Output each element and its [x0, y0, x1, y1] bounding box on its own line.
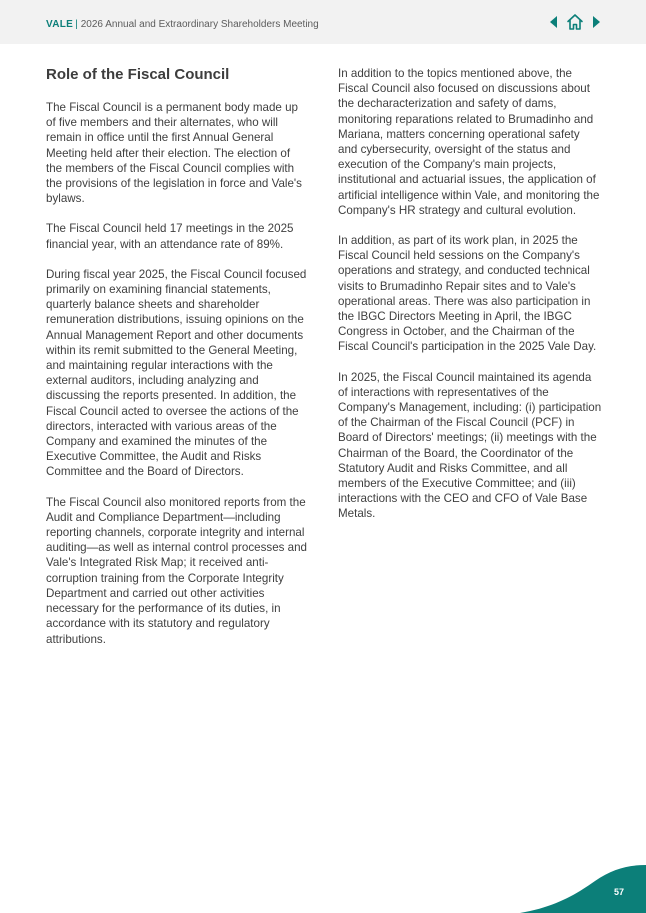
section-title: Role of the Fiscal Council [46, 66, 230, 83]
paragraph-composition: The Fiscal Council is a permanent body made up of five members and their alternates, who will remain in office until the first Annual General Meeting held after their election. The election of the members of the Fiscal Council complies with the provisions of the legislation in force and Vale's bylaws. [46, 101, 302, 206]
header-brand [46, 19, 319, 31]
paragraph-work-plan: In addition, as part of its work plan, in 2025 the Fiscal Council held sessions on the Company's operations and strategy, and conducted technical visits to Brumadinho Repair sites and to Vale's operational areas. There was also participation in the IBGC Directors Meeting in April, the IBGC Congress in October, and the Chairman of the Fiscal Council's participation in the 2025 Vale Day. [338, 234, 597, 354]
paragraph-meetings: The Fiscal Council held 17 meetings in the 2025 financial year, with an attendance rate of 89%. [46, 222, 294, 251]
home-icon[interactable] [565, 12, 585, 32]
right-column [338, 66, 602, 537]
header-separator: | [75, 19, 78, 30]
paragraph-focus: During fiscal year 2025, the Fiscal Council focused primarily on examining financial statements, quarterly balance sheets and shareholder remuneration distributions, issuing opinions on the Annual Management Report and other documents within its remit submitted to the General Meeting, and maintaining regular interactions with the external auditors, including analyzing and discussing the reports presented. In addition, the Fiscal Council acted to oversee the actions of the directors, interacted with various areas of the Company and examined the minutes of the Executive Committee, the Audit and Risks Committee and the Board of Directors. [46, 267, 307, 479]
page-number: 57 [613, 887, 624, 897]
paragraph-monitoring: The Fiscal Council also monitored reports from the Audit and Compliance Department—including reporting channels, corporate integrity and internal auditing—as well as internal control processes and Vale's Integrated Risk Map; it received anti-corruption training from the Corporate Integrity Department and carried out other activities necessary for the performance of its duties, in accordance with its statutory and regulatory attributions. [46, 495, 308, 646]
vale-logo: VALE [46, 19, 74, 30]
paragraph-topics: In addition to the topics mentioned above, the Fiscal Council also focused on discussions about the decharacterization and safety of dams, monitoring reparations related to Brumadinho and Mariana, matters concerning operational safety and cybersecurity, oversight of the status and execution of the Company's main projects, institutional and actuarial issues, the application of artificial intelligence within Vale, and monitoring the Company's HR strategy and cultural evolution. [338, 67, 600, 217]
page-header [0, 0, 646, 44]
document-title: 2026 Annual and Extraordinary Shareholders Meeting [80, 19, 319, 30]
paragraph-interactions: In 2025, the Fiscal Council maintained its agenda of interactions with representatives of the Company's Management, including: (i) participation of the Chairman of the Fiscal Council (PCF) in Board of Directors' meetings; (ii) meetings with the Chairman of the Board, the Coordinator of the Statutory Audit and Risks Committee, and all members of the Executive Committee; and (iii) interactions with the CEO and CFO of Vale Base Metals. [338, 370, 602, 521]
next-page-icon[interactable] [591, 12, 603, 32]
left-column [46, 66, 308, 662]
previous-page-icon[interactable] [547, 12, 559, 32]
